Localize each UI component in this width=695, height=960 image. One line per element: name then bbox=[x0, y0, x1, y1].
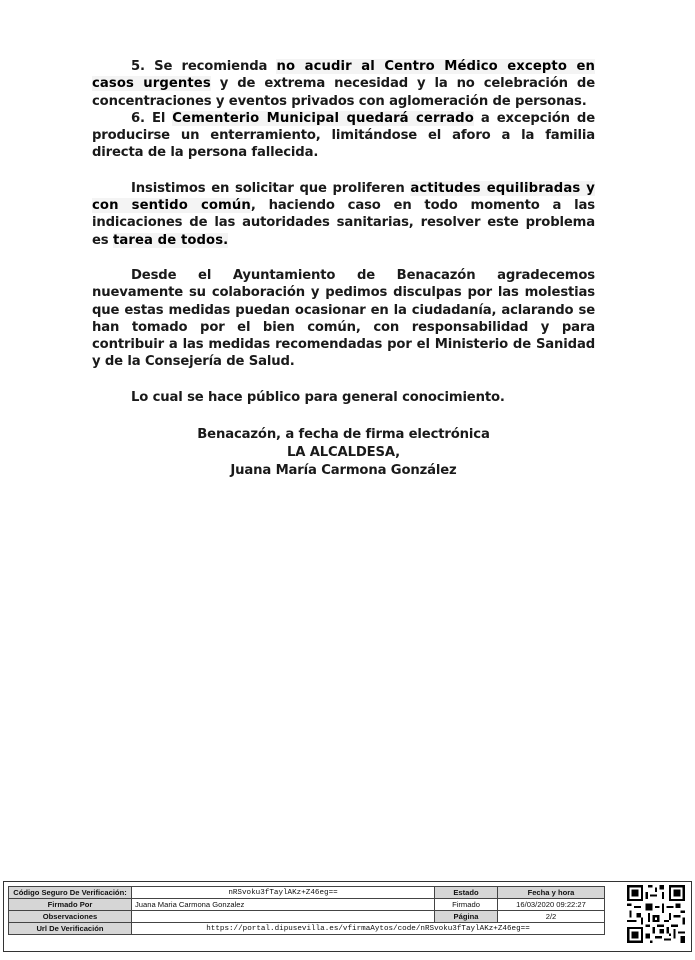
fecha-label: Fecha y hora bbox=[498, 887, 605, 899]
item-6-lead: 6. El bbox=[131, 110, 173, 126]
signature-block bbox=[92, 426, 595, 480]
item-6-highlight: Cementerio Municipal quedará cerrado bbox=[172, 110, 474, 126]
verification-table bbox=[8, 886, 605, 935]
estado-value: Firmado bbox=[435, 899, 498, 911]
item-6-rest: a excepción de producirse un enterramiento, limitándose el aforo a la familia directa de la persona fallecida. bbox=[92, 110, 595, 161]
document-body bbox=[92, 58, 595, 480]
qr-code-icon bbox=[627, 885, 685, 943]
signature-place-date: Benacazón, a fecha de firma electrónica bbox=[197, 427, 490, 443]
url-value[interactable]: https://portal.dipusevilla.es/vfirmaAytos/code/nRSvoku3fTaylAKz+Z46eg== bbox=[132, 923, 605, 935]
insist-mid: , haciendo caso en todo momento a las indicaciones de las autoridades sanitarias, resolver este problema es bbox=[92, 198, 595, 248]
signature-name: Juana María Carmona González bbox=[230, 463, 457, 479]
csv-value: nRSvoku3fTaylAKz+Z46eg== bbox=[132, 887, 435, 899]
verification-footer bbox=[3, 881, 692, 952]
item-5 bbox=[92, 58, 595, 110]
insist-highlight-1: actitudes equilibradas y con sentido común bbox=[92, 180, 595, 214]
firmado-por-label: Firmado Por bbox=[9, 899, 132, 911]
csv-label: Código Seguro De Verificación: bbox=[9, 887, 132, 899]
paragraph-public: Lo cual se hace público para general conocimiento. bbox=[131, 389, 505, 405]
fecha-value: 16/03/2020 09:22:27 bbox=[498, 899, 605, 911]
insist-highlight-2: tarea de todos. bbox=[112, 232, 229, 248]
signature-role: LA ALCALDESA, bbox=[286, 445, 401, 461]
observaciones-label: Observaciones bbox=[9, 911, 132, 923]
item-5-highlight: no acudir al Centro Médico excepto en casos urgentes bbox=[92, 59, 595, 92]
paragraph-insist bbox=[92, 180, 595, 249]
url-label: Url De Verificación bbox=[9, 923, 132, 935]
insist-lead: Insistimos en solicitar que proliferen bbox=[131, 180, 411, 196]
observaciones-value bbox=[132, 911, 435, 923]
item-6 bbox=[92, 110, 595, 162]
item-5-rest: y de extrema necesidad y la no celebración de concentraciones y eventos privados con aglomeración de personas. bbox=[92, 76, 596, 109]
paragraph-thanks: Desde el Ayuntamiento de Benacazón agradecemos nuevamente su colaboración y pedimos disculpas por las molestias que estas medidas puedan ocasionar en la ciudadanía, aclarando se han tomado por el bien común, con responsabilidad y para contribuir a las medidas recomendadas por el Ministerio de Sanidad y de la Consejería de Salud. bbox=[92, 267, 595, 370]
estado-label: Estado bbox=[435, 887, 498, 899]
pagina-value: 2/2 bbox=[498, 911, 605, 923]
pagina-label: Página bbox=[435, 911, 498, 923]
firmado-por-value: Juana Maria Carmona Gonzalez bbox=[132, 899, 435, 911]
item-5-lead: 5. Se recomienda bbox=[131, 59, 277, 74]
